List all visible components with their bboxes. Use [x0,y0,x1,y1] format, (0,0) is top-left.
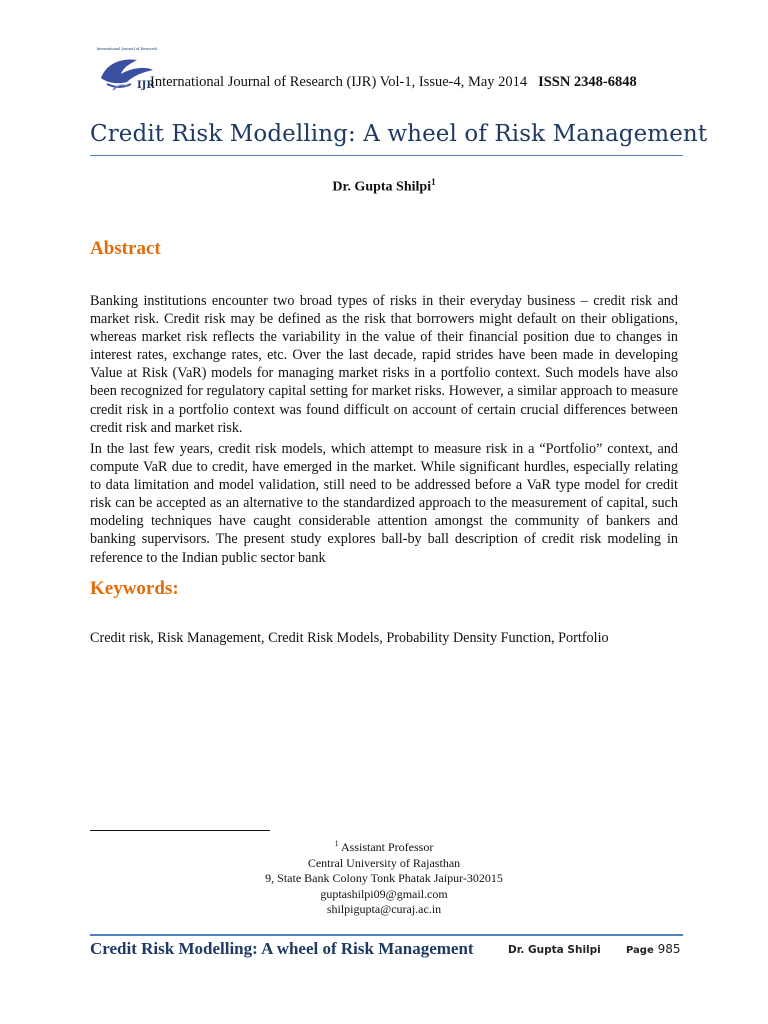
footnote-email: shilpigupta@curaj.ac.in [326,902,442,917]
footnote-email: guptashilpi09@gmail.com [320,886,448,901]
footnote-line: $^1$ Assistant Professor [334,839,434,854]
logo-text: IJR [137,80,155,91]
abstract-heading: Abstract [90,238,161,259]
issn: ISSN 2348-6848 [538,74,637,90]
journal-info: International Journal of Research (IJR) Vol-1, Issue-4, May 2014 [150,74,528,90]
footer-title: Credit Risk Modelling: A wheel of Risk Management [90,939,474,958]
keywords-list: Credit risk, Risk Management, Credit Risk Models, Probability Density Function, Portfolio [90,630,609,646]
journal-info-line [150,74,637,91]
paper-title: Credit Risk Modelling: A wheel of Risk Management [90,121,708,147]
page-label: Page [626,945,654,956]
footnote [0,836,768,918]
title-divider [90,155,683,156]
keywords-heading: Keywords: [90,578,179,599]
footer-author: Dr. Gupta Shilpi [508,944,601,956]
author-name: Dr. Gupta Shilpi [332,179,432,195]
author-footnote-mark: 1 [431,177,436,187]
footer-divider [90,934,683,936]
logo-caption: International Journal of Research [96,47,158,51]
author-line [0,177,768,196]
footnote-line: 9, State Bank Colony Tonk Phatak Jaipur-302015 [265,871,503,886]
footnote-divider [90,830,270,831]
page-number-value: 985 [657,942,681,956]
abstract-paragraph: In the last few years, credit risk models, which attempt to measure risk in a “Portfolio” context, and compute VaR due to credit, have emerged in the market. While significant hurdles, especially relating to data limitation and model validation, still need to be addressed before a VaR type model for credit risk can be accepted as an alternative to the standardized approach to the measurement of capital, such modeling techniques have caught considerable attention amongst the community of bankers and banking supervisors. The present study explores ball-by ball description of credit risk modeling in reference to the Indian public sector bank [90,441,678,566]
footnote-line: Central University of Rajasthan [307,855,461,870]
ijr-logo [93,44,161,100]
page-number [626,942,680,956]
abstract-paragraph: Banking institutions encounter two broad types of risks in their everyday business – credit risk and market risk. Credit risk may be defined as the risk that borrowers might default on their obligations, whereas market risk reflects the variability in the value of their financial position due to changes in interest rates, exchange rates, etc. Over the last decade, rapid strides have been made in developing Value at Risk (VaR) models for managing market risks in a portfolio context. Such models have also been recognized for regulatory capital setting for market risks. However, a similar approach to measure credit risk in a portfolio context was found difficult on account of certain crucial differences between credit risk and market risk. [90,293,678,436]
footnote-mark: 1 [334,839,339,848]
